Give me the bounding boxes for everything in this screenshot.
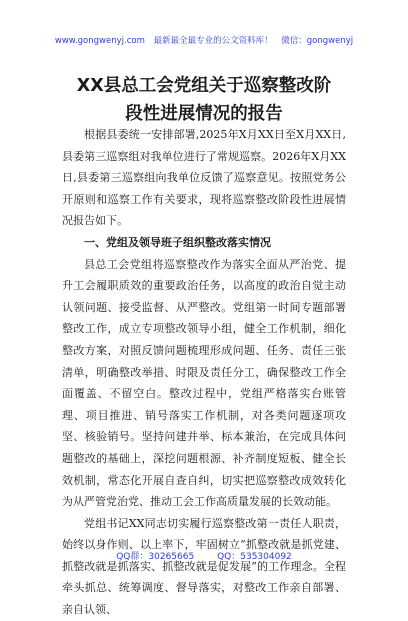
document-body [62,124,346,621]
qq-group: QQ群：30265665 [116,552,195,562]
section-heading-1: 一、党组及领导班子组织整改落实情况 [84,235,271,249]
site-slogan: 最新最全最专业的公文资料库！ [153,36,273,46]
qq-contact: QQ：535304092 [217,552,292,562]
body-paragraph-2: 党组书记XX同志切实履行巡察整改第一责任人职责，始终以身作则、以上率下，牢固树立“抓整改就是抓党建、抓整改就是抓落实、抓整改就是促发展”的工作理念。全程牵头抓总、统筹调度、督导落实，对整改工作亲自部署、亲自认领、 [62,516,346,617]
intro-paragraph: 根据县委统一安排部署,2025年X月XX日至X月XX日,县委第三巡察组对我单位进行了常规巡察。2026年X月XX日,县委第三巡察组向我单位反馈了巡察意见。按照党务公开原则和巡察工作有关要求，现将巡察整改阶段性进展情况报告如下。 [62,128,346,228]
header-banner [0,34,408,46]
footer-banner [0,549,408,562]
body-paragraph-1: 县总工会党组将巡察整改作为落实全面从严治党、提升工会履职质效的重要政治任务，以高度的政治自觉主动认领问题、接受监督、从严整改。党组第一时间专题部署整改工作，成立专项整改领导小组，健全工作机制，细化整改方案，对照反馈问题梳理形成问题、任务、责任三张清单，明确整改举措、时限及责任分工，确保整改工作全面覆盖、不留空白。整改过程中，党组严格落实台账管理、项目推进、销号落实工作机制，对各类问题逐项攻坚、核验销号。坚持问建并举、标本兼治，在完成具体问题整改的基础上，深挖问题根源、补齐制度短板、健全长效机制，常态化开展自查自纠，切实把巡察整改成效转化为从严管党治党、推动工会工作高质量发展的长效动能。 [62,257,346,509]
site-link[interactable]: www.gongwenyj.com [54,36,145,46]
wechat-contact: 微信：gongwenyj [281,36,354,46]
document-title: XX县总工会党组关于巡察整改阶段性进展情况的报告 [76,76,332,124]
